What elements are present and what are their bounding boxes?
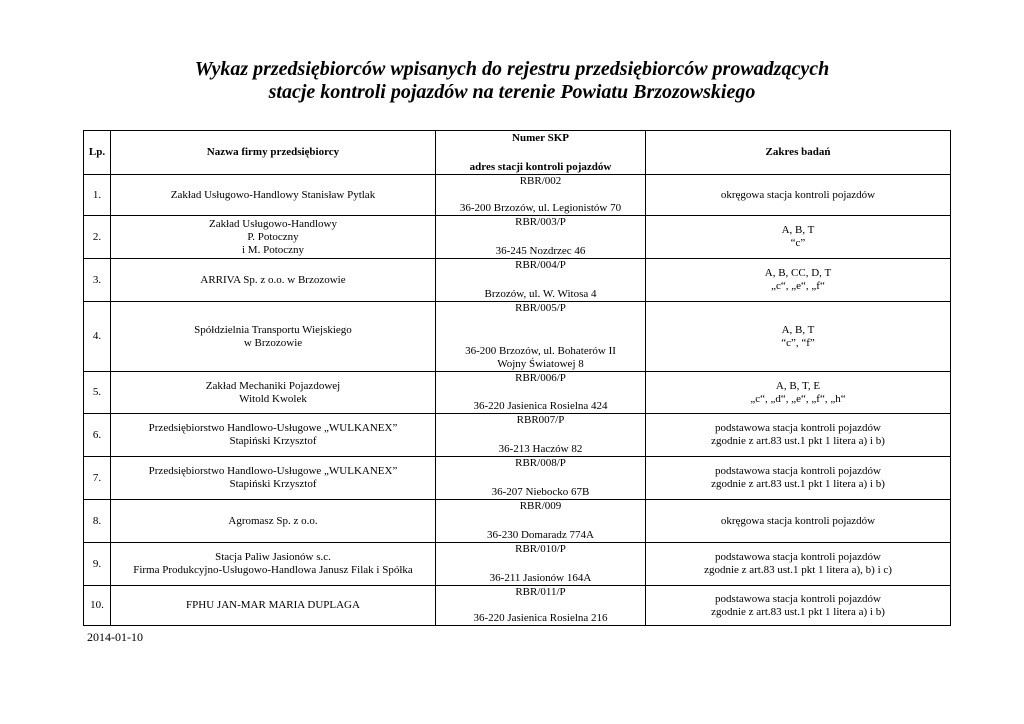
scope-line: zgodnie z art.83 ust.1 pkt 1 litera a) i b) (711, 435, 885, 447)
scope-line: “c” (790, 237, 806, 249)
company-name-line: Stacja Paliw Jasionów s.c. (215, 551, 331, 563)
scope-line: zgodnie z art.83 ust.1 pkt 1 litera a) i b) (711, 605, 885, 618)
scope-line: „c“, „d“, „e“, „f“, „h“ (750, 392, 846, 405)
row-skp (436, 259, 646, 302)
skp-address (473, 612, 607, 625)
company-name-line: Firma Produkcyjno-Usługowo-Handlowa Janusz Filak i Spółka (133, 564, 413, 576)
company-name-line: Zakład Usługowo-Handlowy (208, 217, 337, 230)
footer-date: 2014-01-10 (87, 630, 143, 644)
company-name-line: i M. Potoczny (241, 243, 305, 256)
row-company-name (111, 500, 436, 543)
row-skp (436, 586, 646, 626)
skp-number: RBR/005/P (515, 302, 566, 314)
row-scope (646, 175, 951, 216)
company-name-line: Agromasz Sp. z o.o. (228, 514, 318, 527)
skp-number: RBR/002 (519, 175, 562, 187)
header-scope: Zakres badań (646, 131, 951, 175)
skp-address (496, 245, 586, 258)
skp-address-line: 36-213 Haczów 82 (498, 443, 583, 455)
document-title (0, 58, 1024, 104)
scope-line: A, B, T, E (775, 379, 821, 392)
skp-number: RBR/011/P (515, 586, 566, 598)
header-skp (436, 131, 646, 175)
company-name-line: Spółdzielnia Transportu Wiejskiego (194, 323, 352, 336)
scope-line: podstawowa stacja kontroli pojazdów (715, 422, 881, 434)
skp-address-line: 36-220 Jasienica Rosielna 424 (473, 400, 608, 412)
skp-number: RBR/004/P (515, 259, 566, 271)
table-row (84, 216, 951, 259)
skp-address-line: 36-200 Brzozów, ul. Legionistów 70 (459, 202, 622, 214)
company-name-line: w Brzozowie (243, 336, 303, 349)
skp-number: RBR007/P (516, 414, 565, 426)
skp-address-line: 36-211 Jasionów 164A (489, 572, 592, 584)
table-body (84, 175, 951, 626)
row-scope (646, 216, 951, 259)
company-name-line: Przedsiębiorstwo Handlowo-Usługowe „WULKANEX” (148, 422, 398, 434)
skp-address-line: 36-245 Nozdrzec 46 (495, 245, 586, 257)
row-lp: 3. (84, 259, 111, 302)
table-row (84, 259, 951, 302)
row-lp: 6. (84, 414, 111, 457)
row-lp: 1. (84, 175, 111, 216)
skp-address (460, 202, 621, 215)
row-company-name (111, 302, 436, 372)
scope-line: A, B, T (781, 323, 815, 336)
row-lp: 4. (84, 302, 111, 372)
skp-number: RBR/008/P (515, 457, 566, 469)
scope-line: zgodnie z art.83 ust.1 pkt 1 litera a) i b) (711, 478, 885, 490)
skp-address-line: Wojny Światowej 8 (497, 358, 584, 370)
row-scope (646, 259, 951, 302)
row-lp: 5. (84, 372, 111, 414)
row-company-name (111, 372, 436, 414)
row-skp (436, 543, 646, 586)
table-row (84, 175, 951, 216)
skp-address (492, 486, 590, 499)
title-line-1: Wykaz przedsiębiorców wpisanych do rejestru przedsiębiorców prowadzących (194, 58, 830, 80)
row-lp: 9. (84, 543, 111, 586)
table-row (84, 457, 951, 500)
scope-line: podstawowa stacja kontroli pojazdów (715, 551, 881, 563)
scope-line: “c”, “f” (781, 336, 815, 349)
header-skp-number: Numer SKP (512, 131, 569, 144)
scope-line: zgodnie z art.83 ust.1 pkt 1 litera a), b) i c) (704, 564, 892, 576)
skp-address (499, 443, 583, 456)
table-row (84, 500, 951, 543)
company-name-line: Zakład Mechaniki Pojazdowej (205, 379, 341, 392)
skp-address-line: 36-207 Niebocko 67B (491, 486, 590, 498)
row-company-name (111, 457, 436, 500)
scope-line: A, B, T (781, 224, 815, 236)
table-row (84, 302, 951, 372)
skp-address-line: 36-220 Jasienica Rosielna 216 (473, 612, 608, 624)
scope-line: „c“, „e“, „f“ (771, 280, 825, 292)
skp-number: RBR/009 (519, 500, 562, 512)
skp-number: RBR/006/P (515, 372, 566, 384)
header-lp: Lp. (84, 131, 111, 175)
row-company-name (111, 586, 436, 626)
row-lp: 2. (84, 216, 111, 259)
row-scope (646, 457, 951, 500)
row-lp: 7. (84, 457, 111, 500)
skp-address-line: 36-230 Domaradz 774A (487, 529, 594, 541)
row-scope (646, 543, 951, 586)
skp-address (490, 572, 592, 585)
row-company-name (111, 216, 436, 259)
company-name-line: Zakład Usługowo-Handlowy Stanisław Pytlak (170, 188, 376, 201)
row-company-name (111, 414, 436, 457)
title-line-2: stacje kontroli pojazdów na terenie Powiatu Brzozowskiego (268, 81, 756, 103)
company-name-line: Przedsiębiorstwo Handlowo-Usługowe „WULKANEX” (148, 465, 398, 477)
row-skp (436, 414, 646, 457)
scope-line: A, B, CC, D, T (764, 267, 832, 279)
skp-address (473, 400, 607, 413)
skp-address (485, 288, 597, 301)
skp-address-line: Brzozów, ul. W. Witosa 4 (484, 288, 597, 300)
row-skp (436, 500, 646, 543)
row-skp (436, 175, 646, 216)
company-name-line: Stapiński Krzysztof (229, 478, 317, 490)
row-scope (646, 500, 951, 543)
scope-line: okręgowa stacja kontroli pojazdów (720, 188, 876, 201)
header-company-name: Nazwa firmy przedsiębiorcy (111, 131, 436, 175)
row-skp (436, 216, 646, 259)
table-row (84, 586, 951, 626)
company-name-line: Stapiński Krzysztof (229, 435, 317, 447)
company-name-line: ARRIVA Sp. z o.o. w Brzozowie (200, 273, 346, 286)
company-name-line: Witold Kwolek (239, 392, 307, 405)
row-company-name (111, 175, 436, 216)
table-row (84, 543, 951, 586)
row-lp: 10. (84, 586, 111, 626)
skp-address-line: 36-200 Brzozów, ul. Bohaterów II (465, 345, 616, 357)
skp-address (465, 345, 616, 371)
row-scope (646, 414, 951, 457)
scope-line: podstawowa stacja kontroli pojazdów (715, 465, 881, 477)
scope-line: podstawowa stacja kontroli pojazdów (715, 592, 881, 605)
row-scope (646, 302, 951, 372)
row-lp: 8. (84, 500, 111, 543)
row-skp (436, 372, 646, 414)
table-row (84, 372, 951, 414)
company-name-line: P. Potoczny (247, 230, 299, 243)
header-skp-address: adres stacji kontroli pojazdów (469, 160, 612, 173)
row-company-name (111, 543, 436, 586)
company-name-line: FPHU JAN-MAR MARIA DUPLAGA (186, 599, 360, 611)
row-skp (436, 302, 646, 372)
row-skp (436, 457, 646, 500)
skp-number: RBR/003/P (515, 216, 566, 228)
skp-address (487, 529, 594, 542)
registry-table (83, 130, 951, 626)
skp-number: RBR/010/P (515, 543, 566, 555)
row-company-name (111, 259, 436, 302)
row-scope (646, 586, 951, 626)
table-row (84, 414, 951, 457)
table-header-row (84, 131, 951, 175)
scope-line: okręgowa stacja kontroli pojazdów (720, 514, 876, 527)
row-scope (646, 372, 951, 414)
